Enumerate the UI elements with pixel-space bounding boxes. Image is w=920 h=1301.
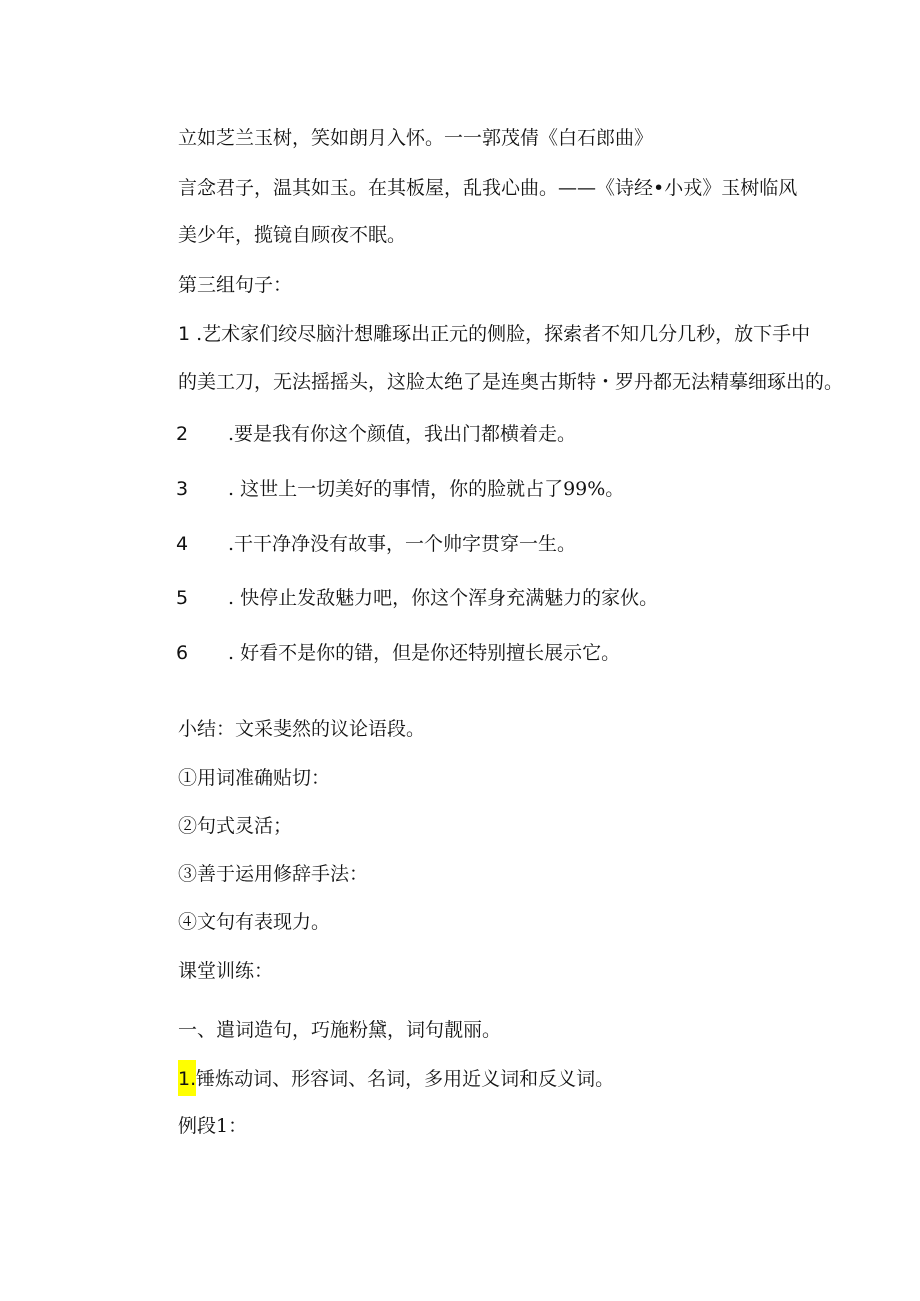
point-text: 锤炼动词、形容词、名词，多用近义词和反义词。 [196, 1068, 615, 1090]
summary-point-1: ①用词准确贴切： [178, 767, 331, 789]
item-number: 1 [178, 323, 191, 345]
section-1-heading: 一、遣词造句，巧施粉黛，词句靓丽。 [178, 1019, 502, 1041]
item-number: 6 [176, 642, 189, 664]
item-number: 5 [176, 587, 189, 609]
sentence-item-5 [176, 585, 658, 611]
quote-line-2-continued: 美少年，揽镜自顾夜不眠。 [178, 224, 407, 246]
sentence-item-2 [176, 421, 576, 447]
point-number-highlight: 1. [178, 1060, 196, 1096]
item-text: . 快停止发敌魅力吧，你这个浑身充满魅力的家伙。 [228, 587, 659, 609]
summary-point-2: ②句式灵活； [178, 815, 293, 837]
item-text: .干干净净没有故事，一个帅字贯穿一生。 [228, 533, 577, 555]
sentence-item-1 [178, 321, 810, 347]
quote-line-1: 立如芝兰玉树，笑如朗月入怀。一一郭茂倩《白石郎曲》 [178, 127, 654, 149]
quote-line-2: 言念君子，温其如玉。在其板屋，乱我心曲。——《诗经•小戎》玉树临风 [178, 177, 798, 199]
example-label: 例段1： [178, 1115, 248, 1137]
item-text: .艺术家们绞尽脑汁想雕琢出正元的侧脸，探索者不知几分几秒，放下手中 [190, 323, 811, 345]
item-text: . 这世上一切美好的事情，你的脸就占了99%。 [228, 478, 625, 500]
item-text: . 好看不是你的错，但是你还特别擅长展示它。 [228, 642, 621, 664]
summary-point-4: ④文句有表现力。 [178, 911, 331, 933]
practice-heading: 课堂训练： [178, 960, 274, 982]
item-number: 3 [176, 478, 189, 500]
item-text: .要是我有你这个颜值，我出门都横着走。 [228, 423, 577, 445]
group-3-heading: 第三组句子： [178, 274, 293, 296]
summary-heading: 小结：文采斐然的议论语段。 [178, 718, 426, 740]
point-1 [178, 1066, 614, 1092]
sentence-item-3 [176, 476, 624, 502]
sentence-item-6 [176, 640, 620, 666]
summary-point-3: ③善于运用修辞手法： [178, 863, 369, 885]
item-number: 4 [176, 533, 189, 555]
item-number: 2 [176, 423, 189, 445]
sentence-item-4 [176, 531, 576, 557]
sentence-item-1-continued: 的美工刀，无法摇摇头，这脸太绝了是连奥古斯特・罗丹都无法精摹细琢出的。 [178, 371, 844, 393]
